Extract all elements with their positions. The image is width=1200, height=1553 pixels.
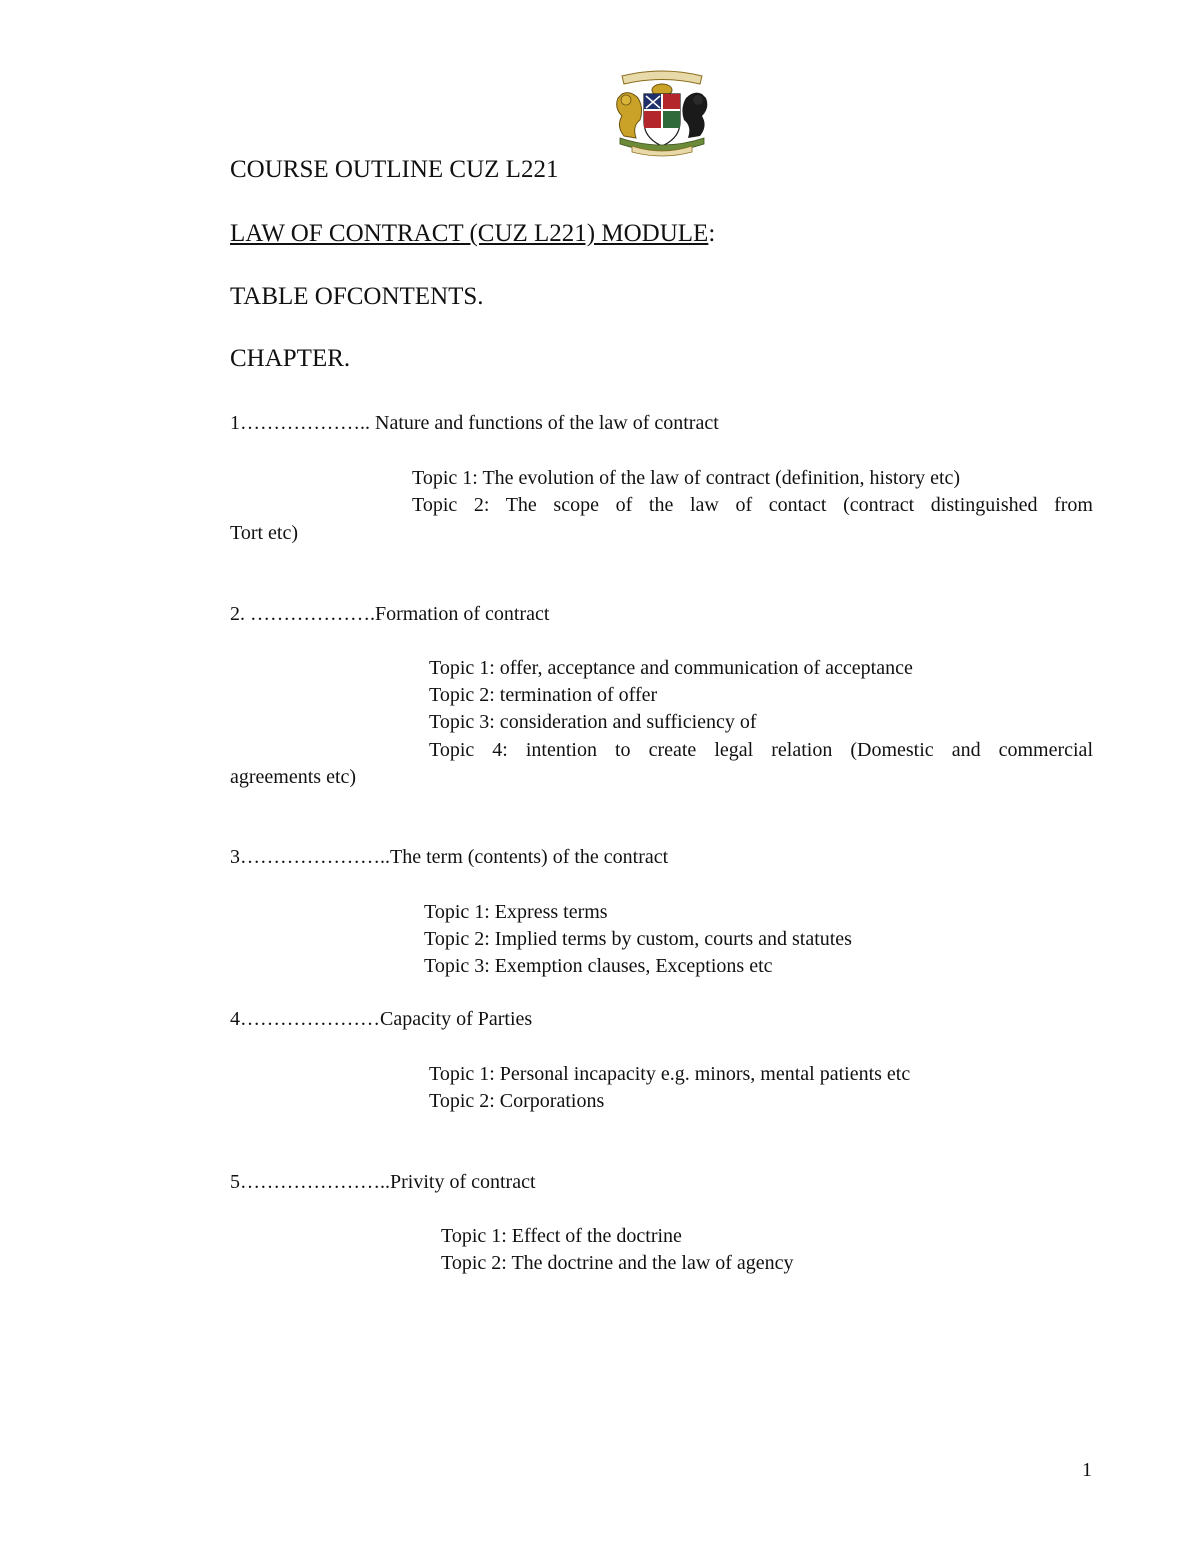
toc-title: TABLE OFCONTENTS. — [230, 283, 484, 310]
module-title-line — [230, 220, 715, 248]
chapter-2-topic-2: Topic 2: termination of offer — [429, 684, 658, 706]
chapter-1-topic-2-continuation: Tort etc) — [230, 522, 299, 544]
chapter-3-topic-3: Topic 3: Exemption clauses, Exceptions etc — [424, 955, 773, 977]
chapter-1-topic-2: Topic 2: The scope of the law of contact (contract distinguished from — [412, 494, 1093, 516]
chapter-2-topic-4-continuation: agreements etc) — [230, 766, 357, 788]
chapter-2-heading: 2. ……………….Formation of contract — [230, 603, 550, 625]
chapter-5-topic-1: Topic 1: Effect of the doctrine — [441, 1225, 682, 1247]
chapter-3-topic-2: Topic 2: Implied terms by custom, courts and statutes — [424, 928, 852, 950]
university-crest-icon — [608, 68, 716, 158]
chapter-3-topic-1: Topic 1: Express terms — [424, 901, 608, 923]
chapter-1-heading-text: 1……………….. Nature and functions of the law of contract — [230, 412, 719, 434]
chapter-4-topic-1: Topic 1: Personal incapacity e.g. minors, mental patients etc — [429, 1063, 911, 1085]
chapter-3-heading: 3…………………..The term (contents) of the contract — [230, 846, 669, 868]
chapter-5-topic-2: Topic 2: The doctrine and the law of agency — [441, 1252, 794, 1274]
chapter-1-heading — [230, 412, 719, 435]
page-number: 1 — [1082, 1459, 1092, 1481]
course-title: COURSE OUTLINE CUZ L221 — [230, 156, 559, 183]
chapter-4-topic-2: Topic 2: Corporations — [429, 1090, 605, 1112]
chapter-label: CHAPTER. — [230, 345, 351, 372]
chapter-1-topic-1: Topic 1: The evolution of the law of contract (definition, history etc) — [412, 467, 961, 489]
chapter-4-heading: 4…………………Capacity of Parties — [230, 1008, 533, 1030]
chapter-2-topic-4: Topic 4: intention to create legal relation (Domestic and commercial — [429, 739, 1093, 761]
module-title: LAW OF CONTRACT (CUZ L221) MODULE — [230, 220, 709, 247]
chapter-2-topic-3: Topic 3: consideration and sufficiency of — [429, 711, 757, 733]
chapter-2-topic-1: Topic 1: offer, acceptance and communication of acceptance — [429, 657, 913, 679]
module-title-colon: : — [708, 220, 716, 247]
chapter-5-heading: 5…………………..Privity of contract — [230, 1171, 536, 1193]
